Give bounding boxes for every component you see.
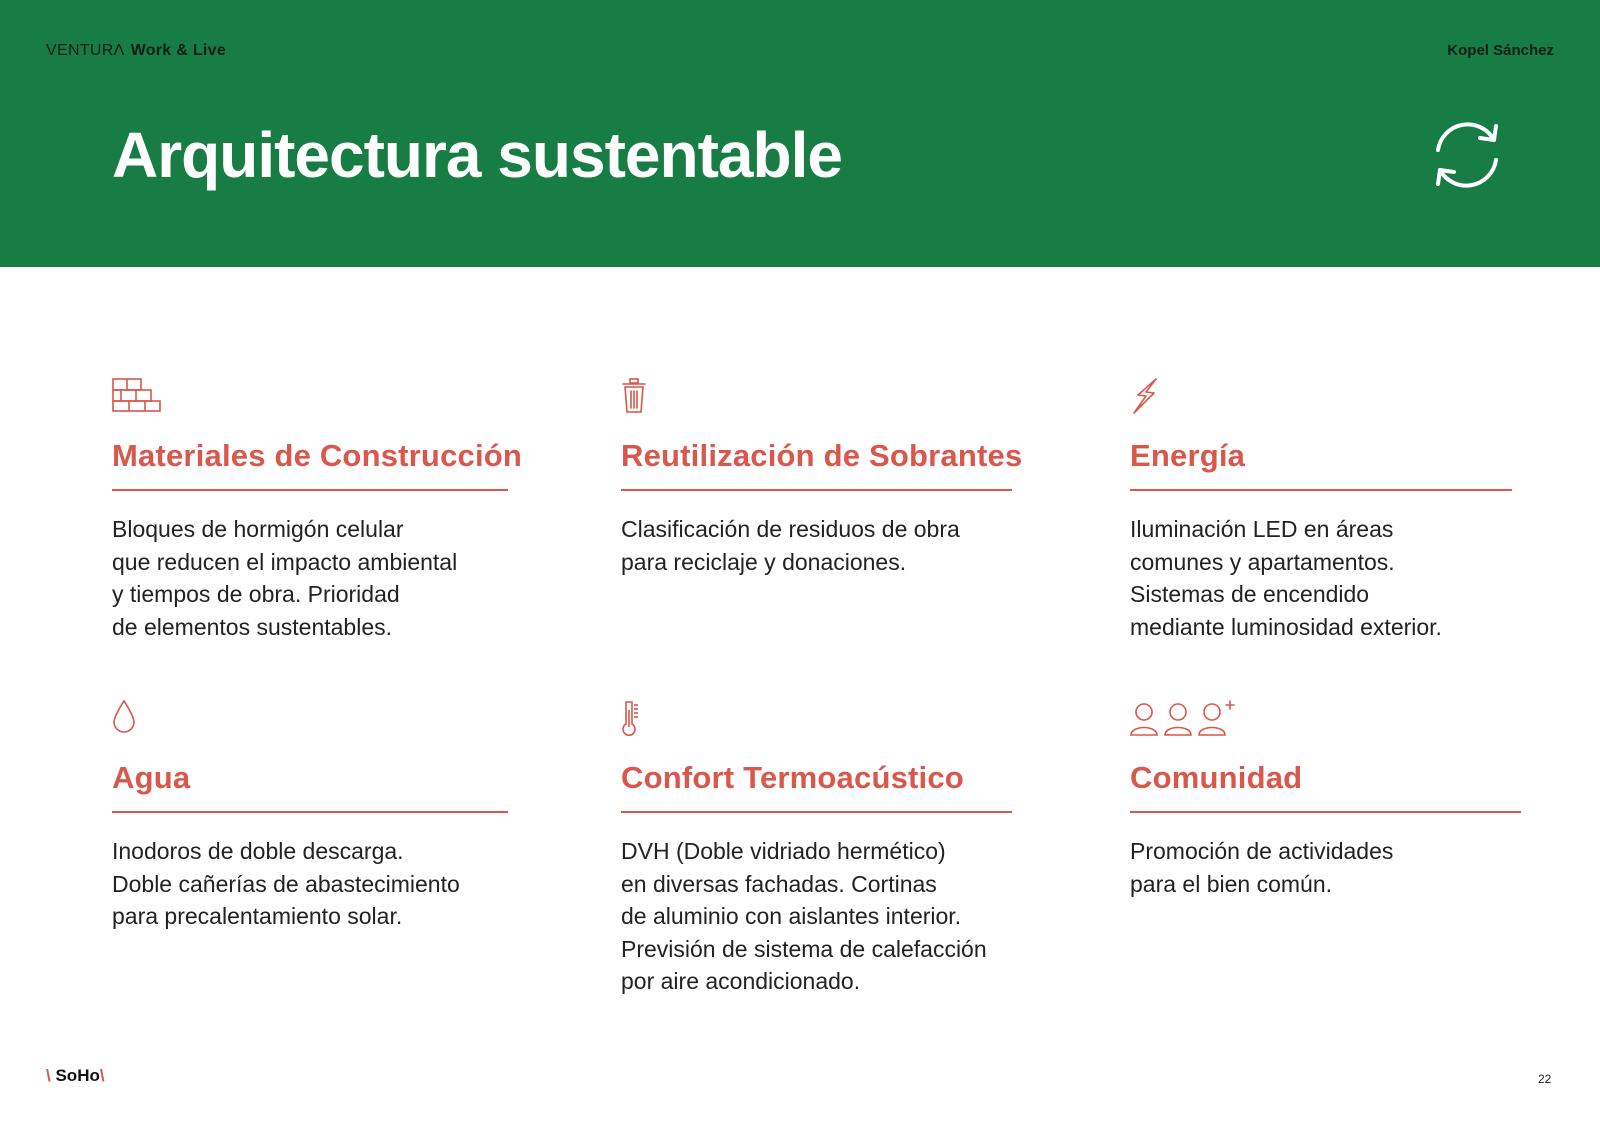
community-icon	[1130, 700, 1238, 736]
divider	[1130, 811, 1521, 813]
soho-logo	[46, 1066, 105, 1086]
header-band	[0, 0, 1600, 267]
description-line: para reciclaje y donaciones.	[621, 548, 907, 575]
divider	[112, 489, 508, 491]
description-line: Inodoros de doble descarga.	[112, 838, 404, 864]
lightning-icon	[1130, 378, 1160, 414]
refresh-icon	[1428, 116, 1506, 194]
description-line: Clasificación de residuos de obra	[621, 516, 960, 542]
thermometer-icon	[621, 700, 645, 736]
logo-slash-right: \	[99, 1066, 105, 1085]
partner-name: Kopel Sánchez	[1447, 42, 1554, 59]
divider	[621, 811, 1012, 813]
logo-text: SoHo	[55, 1066, 100, 1085]
description-line: Promoción de actividades	[1130, 838, 1394, 864]
brand-logo	[46, 42, 226, 60]
description-line: Sistemas de encendido	[1130, 581, 1370, 607]
water-drop-icon	[112, 700, 136, 734]
description-line: que reducen el impacto ambiental	[112, 548, 458, 575]
logo-slash-left: \	[46, 1066, 51, 1085]
feature-description	[1130, 835, 1550, 900]
brand-name: VENTURΛ	[46, 42, 125, 59]
feature-title: Agua	[112, 760, 191, 795]
description-line: Doble cañerías de abastecimiento	[112, 870, 460, 897]
feature-title: Materiales de Construcción	[112, 438, 523, 473]
description-line: Bloques de hormigón celular	[112, 516, 404, 542]
feature-title: Confort Termoacústico	[621, 760, 964, 795]
feature-description	[112, 513, 532, 643]
page-title: Arquitectura sustentable	[112, 119, 842, 191]
feature-title: Reutilización de Sobrantes	[621, 438, 1023, 473]
feature-description	[1130, 513, 1550, 643]
divider	[621, 489, 1012, 491]
description-line: por aire acondicionado.	[621, 968, 861, 994]
description-line: Previsión de sistema de calefacción	[621, 935, 987, 962]
feature-description	[112, 835, 532, 933]
description-line: en diversas fachadas. Cortinas	[621, 870, 937, 897]
description-line: mediante luminosidad exterior.	[1130, 613, 1442, 640]
divider	[112, 811, 508, 813]
description-line: comunes y apartamentos.	[1130, 548, 1395, 575]
brand-tagline: Work & Live	[130, 42, 227, 59]
feature-description	[621, 835, 1041, 998]
description-line: para precalentamiento solar.	[112, 903, 403, 929]
description-line: Iluminación LED en áreas	[1130, 516, 1394, 542]
feature-description	[621, 513, 1041, 578]
description-line: de elementos sustentables.	[112, 613, 393, 640]
description-line: y tiempos de obra. Prioridad	[112, 581, 400, 607]
bricks-icon	[112, 378, 162, 412]
feature-title: Energía	[1130, 438, 1246, 473]
page-number: 22	[1538, 1072, 1552, 1086]
description-line: para el bien común.	[1130, 870, 1333, 897]
trash-bin-icon	[621, 378, 647, 414]
divider	[1130, 489, 1512, 491]
description-line: de aluminio con aislantes interior.	[621, 903, 962, 929]
description-line: DVH (Doble vidriado hermético)	[621, 838, 946, 864]
feature-title: Comunidad	[1130, 760, 1303, 795]
